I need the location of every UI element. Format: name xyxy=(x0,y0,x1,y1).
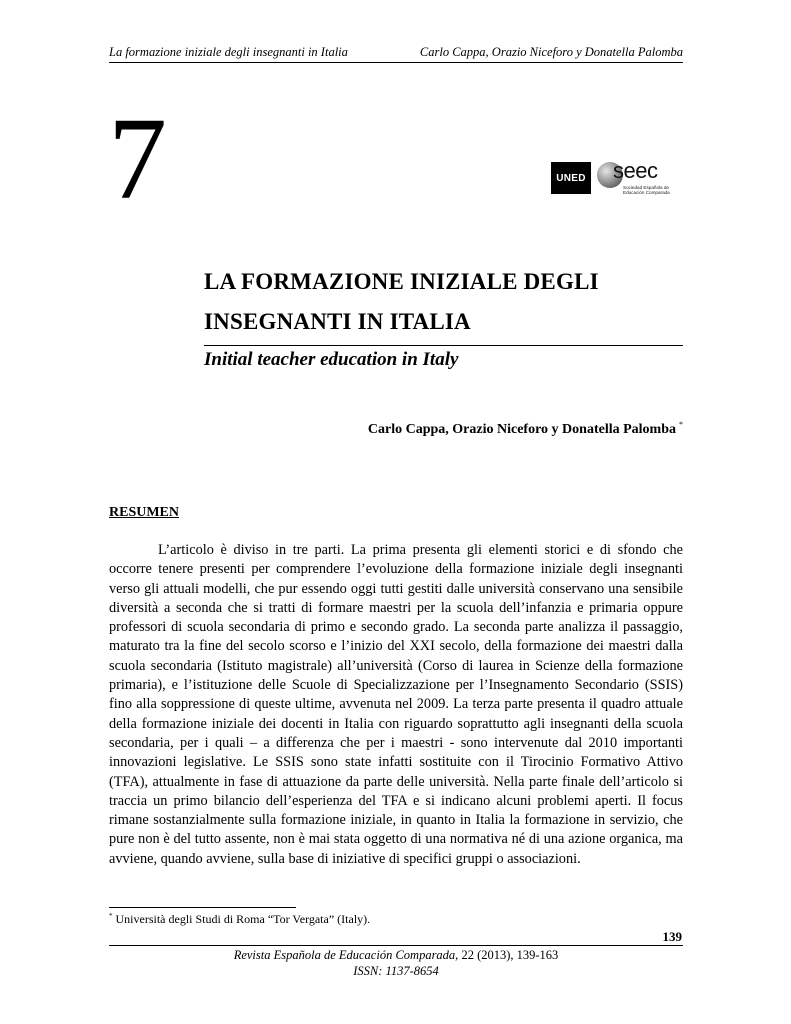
seec-logo-subtitle: Sociedad Española de Educación Comparada xyxy=(623,185,670,195)
footer-divider xyxy=(109,945,683,946)
journal-details: 22 (2013), 139-163 xyxy=(458,948,559,962)
journal-name: Revista Española de Educación Comparada, xyxy=(233,948,459,962)
article-title-line-2: INSEGNANTI IN ITALIA xyxy=(204,309,471,334)
article-title-line-1: LA FORMAZIONE INIZIALE DEGLI xyxy=(204,269,599,294)
running-head-authors: Carlo Cappa, Orazio Niceforo y Donatella Palomba xyxy=(419,45,683,59)
journal-issn: ISSN: 1137-8654 xyxy=(353,964,439,978)
footnote-text: Università degli Studi di Roma “Tor Vergata” (Italy). xyxy=(115,912,371,926)
section-heading-resumen: RESUMEN xyxy=(109,505,180,520)
author-footnote-marker: * xyxy=(679,420,683,429)
footnote-divider xyxy=(109,907,296,908)
seec-logo-text: seec xyxy=(613,158,658,183)
chapter-number: 7 xyxy=(108,93,167,224)
footnote xyxy=(109,912,370,927)
title-divider xyxy=(204,345,683,346)
running-head xyxy=(109,44,683,63)
abstract-paragraph: L’articolo è diviso in tre parti. La prima presenta gli elementi storici e di sfondo che occorre tenere presenti per comprendere l’evoluzione della formazione iniziale degli insegnanti verso gli attuali modelli, che pur essendo oggi tutti gestiti dalle università conservano una sensibile diversità a seconda che si tratti di formare maestri per la scuola dell’infanzia e primaria oppure professori di scuola secondaria di primo e secondo grado. La seconda parte analizza il passaggio, maturato tra la fine del secolo scorso e l’inizio del XXI secolo, della formazione dei maestri dalla scuola secondaria (Istituto magistrale) all’università (Corso di laurea in Scienze della formazione primaria), e l’istituzione delle Scuole di Specializzazione per l’Insegnamento Secondario (SSIS) fino alla soppressione di queste ultime, avvenuta nel 2009. La terza parte presenta il quadro attuale della formazione iniziale dei docenti in Italia con riguardo soprattutto agli insegnanti della scuola secondaria, per i quali – a differenza che per i maestri - sono intervenute dal 2010 importanti innovazioni legislative. Le SSIS sono state infatti sostituite con il Tirocinio Formativo Attivo (TFA), attualmente in fase di attuazione da parte delle università. Nella parte finale dell’articolo si traccia un primo bilancio dell’esperienza del TFA e si indicano alcuni problemi aperti. Il focus rimane sostanzialmente sulla formazione iniziale, in quanto in Italia la formazione in servizio, che pure non è del tutto assente, non è mai stata oggetto di una normativa né di una azione organica, ma avviene, quando avviene, sulla base di iniziative di specifici gruppi o associazioni. xyxy=(109,542,683,867)
author-names: Carlo Cappa, Orazio Niceforo y Donatella Palomba xyxy=(367,422,676,437)
running-head-title: La formazione iniziale degli insegnanti in Italia xyxy=(109,45,348,59)
uned-logo: UNED xyxy=(551,162,591,194)
journal-citation xyxy=(109,948,683,963)
seec-logo xyxy=(597,160,677,200)
logo-group xyxy=(551,160,676,200)
footnote-marker: * xyxy=(109,912,113,920)
author-line xyxy=(368,420,683,438)
page-number: 139 xyxy=(662,929,682,944)
article-subtitle: Initial teacher education in Italy xyxy=(204,349,459,370)
article-title-block xyxy=(204,262,683,370)
